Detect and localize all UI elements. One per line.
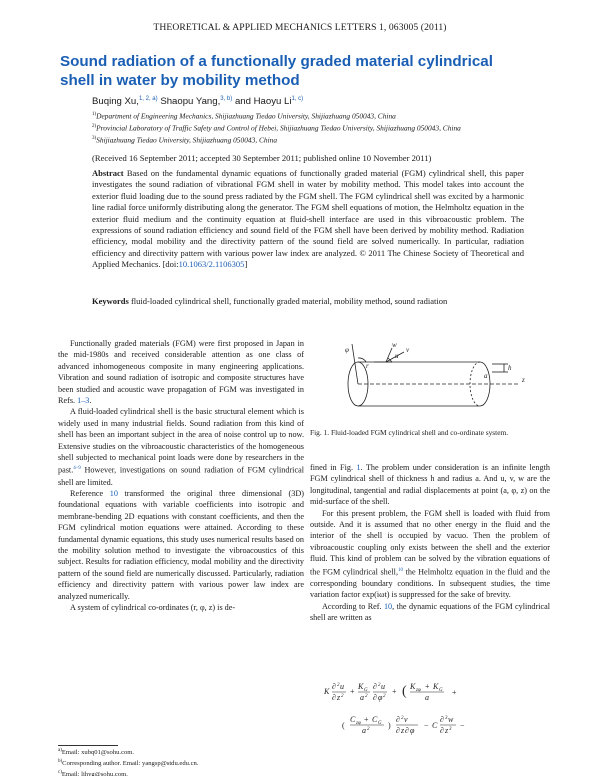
paragraph: According to Ref. 10, the dynamic equations of the FGM cylindrical shell are written as [310,601,551,623]
label-a: a [484,372,488,380]
label-u: u [395,352,399,360]
svg-text:a: a [425,693,429,702]
paragraph: For this present problem, the FGM shell is loaded with fluid from outside. And it is assumed that no other energy in the fluid and the interior of the shell is occupied by vacuo. Then the problem of vibroacoustic coupling only exists between the shell and the exterior fluid. This kind of problem can be solved by the vibration equations of the FGM cylindrical shell,$^{10}$ the Helmholtz equation in the fluid and the corresponding boundary conditions. In subsequent studies, the time variation factor exp(iωt) is suppressed for the sake of brevity. [310,508,550,600]
reference-link[interactable]: 1 [356,463,361,472]
footnotes [58,747,198,776]
body-left-column [58,338,304,613]
abstract: Abstract Based on the fundamental dynamic equations of functionally graded material (FGM) cylindrical shell, this paper investigates the sound radiation of vibrational FGM shell in water by mobility method. This model takes into account the exterior fluid loading due to the sound press radiated by the FGM shell. The FGM cylindrical shell was excited by a harmonic line radial force uniformly distributing along the generator. The FGM shell equations of motion, the Helmholtz equation in the exterior fluid medium and the continuity equation at fluid-shell interface are used in this vibroacoustic problem. The expressions of sound radiation efficiency and sound field of the FGM shell have been derived by mobility method. Radiation efficiency, modal mobility and the directivity pattern of the sound field are solved numerically. In particular, radiation efficiency and directivity pattern with various power law index are analyzed. © 2011 The Chinese Society of Theoretical and Applied Mechanics. [doi:10.1063/2.1106305] [92,168,525,270]
affiliation: $^{3)}$Shijiazhuang Tiedao University, Shijiazhuang 050043, China [92,135,278,144]
keywords-text: fluid-loaded cylindrical shell, functionally graded material, mobility method, sound radiation [130,296,448,306]
svg-text:−: − [460,721,465,730]
affiliation: $^{2)}$Provincial Laboratory of Traffic Safety and Control of Hebei, Shijiazhuang Tiedao University, Shijiazhuang 050043, China [92,123,461,133]
svg-text:K: K [410,682,416,691]
article-title: Sound radiation of a functionally graded material cylindrical shell in water by mobility method [60,53,493,89]
footnote: $^{b)}$Corresponding author. Email: yangsp@stdu.edu.cn. [58,758,199,767]
svg-text:2: 2 [337,683,340,688]
author-marks[interactable]: 1, 2, a) [138,96,158,102]
reference-link[interactable]: 1–3 [77,396,90,406]
author-marks[interactable]: 1, c) [291,96,304,102]
reference-link[interactable]: 10 [109,489,118,499]
cylinder-shape [348,344,520,406]
svg-text:+: + [392,687,397,696]
svg-text:∂: ∂ [405,726,409,735]
svg-text:K: K [433,682,439,691]
svg-text:∂: ∂ [373,682,377,691]
svg-text:): ) [388,721,391,730]
author-name: Buqing Xu, [92,96,139,108]
svg-text:3: 3 [445,716,448,721]
label-h: h [508,364,512,372]
paragraph: fined in Fig. 1. The problem under consideration is an infinite length FGM cylindrical shell of thickness h and radius a. And u, v, w are the longitudinal, tangential and radial displacements at point (a, φ, z) on the mid-surface of the shell. [310,463,550,507]
author-name: and Haoyu Li [234,96,292,108]
caption-label: Fig. 1. [310,428,330,437]
paragraph: A system of cylindrical co-ordinates (r, φ, z) is de- [70,603,236,613]
svg-text:∂: ∂ [440,726,444,735]
svg-text:G: G [378,721,382,726]
svg-text:zφ: zφ [356,721,361,726]
svg-text:∂: ∂ [396,715,400,724]
svg-text:K: K [324,687,330,696]
svg-text:v: v [404,715,408,724]
author-list [92,96,303,107]
footnote: $^{a)}$Email: xubq01@sohu.com. [58,748,135,757]
svg-text:z: z [401,726,405,735]
reference-link[interactable]: 10 [383,601,393,611]
svg-text:u: u [340,682,344,691]
svg-text:+: + [364,715,369,724]
svg-text:2: 2 [378,683,381,688]
svg-text:+: + [425,682,430,691]
svg-text:2: 2 [365,694,368,699]
journal-header: THEORETICAL & APPLIED MECHANICS LETTERS 1, 063005 (2011) [153,22,447,33]
svg-text:a: a [360,693,364,702]
svg-text:C: C [350,715,356,724]
svg-text:C: C [372,715,378,724]
doi-link[interactable]: 10.1063/2.1106305 [178,259,245,270]
svg-text:G: G [364,688,368,693]
svg-text:z: z [337,693,341,702]
label-z: z [522,376,525,384]
copyright: © 2011 The Chinese Society of Theoretical and Applied Mechanics. [92,247,525,270]
author-name: Shaopu Yang, [160,96,221,108]
svg-text:w: w [448,715,454,724]
label-r: r [366,362,369,370]
paragraph: Functionally graded materials (FGM) were first proposed in Japan in the mid-1980s and received considerable attention as one class of advanced inhomogeneous composite in many engineering applications. Vibration and sound radiation of isotropic and composite structures have been studied and acoustic wave propagation of FGM was investigated in Refs. 1–3. [58,339,304,406]
affiliations [92,110,522,145]
svg-text:z: z [445,726,449,735]
paragraph: A fluid-loaded cylindrical shell is the basic structural element which is widely used in many industrial fields. Sound radiation from this kind of shell has been an important subject in the area of noise control up to now. Extensive studies on the vibroacoustic characteristics of the homogeneous shell subjected to mechanical point loads were done by researchers in the past.$^{4-9}$ However, investigations on sound radiation of FGM cylindrical shell are limited. [58,407,304,487]
svg-text:2: 2 [367,727,370,732]
svg-text:∂: ∂ [373,693,377,702]
footnote-divider [58,745,118,746]
svg-text:(: ( [402,684,407,699]
cylinder-figure [330,338,530,420]
label-phi: φ [345,346,349,354]
svg-text:u: u [381,682,385,691]
figure-caption [310,428,540,438]
svg-text:K: K [358,682,364,691]
label-w: w [392,341,397,349]
received-dates: (Received 16 September 2011; accepted 30 September 2011; published online 10 November 2011) [92,153,432,163]
dynamic-equation [322,678,542,748]
svg-text:zφ: zφ [416,688,421,693]
svg-text:φ: φ [378,693,383,702]
abstract-label: Abstract [92,168,124,178]
svg-text:+: + [452,688,457,697]
reference-link[interactable]: 10 [398,567,403,573]
abstract-text: Based on the fundamental dynamic equations of functionally graded material (FGM) cylindrical shell, this paper investigates the sound radiation of vibrational FGM shell in water by mobility method. This model takes into account the exterior fluid loading due to the sound press radiated by the FGM shell. The FGM cylindrical shell was excited by a harmonic line radial force uniformly distributing along the generator. The FGM shell equations of motion, the Helmholtz equation in the exterior fluid medium and the continuity equation at fluid-shell interface are used in this vibroacoustic problem. The expressions of sound radiation efficiency and sound field of the FGM shell have been derived by mobility method. Radiation efficiency, modal mobility and the directivity pattern of the sound field are solved numerically. In particular, radiation efficiency and directivity pattern with various power law index are analyzed. [92,168,525,258]
author-marks[interactable]: 3, b) [220,96,233,102]
svg-text:−: − [424,721,429,730]
svg-text:2: 2 [341,694,344,699]
keywords [92,296,524,307]
svg-text:a: a [362,726,366,735]
affiliation: $^{1)}$Department of Engineering Mechanics, Shijiazhuang Tiedao University, Shijiazhuang 050043, China [92,111,396,121]
label-v: v [406,346,410,354]
footnote: $^{c)}$Email: lihyg@sohu.com. [58,769,128,776]
svg-text:φ: φ [410,726,415,735]
body-right-column [310,462,550,623]
keywords-label: Keywords [92,296,129,306]
svg-text:2: 2 [401,716,404,721]
reference-link[interactable]: 4–9 [73,466,81,472]
svg-text:∂: ∂ [440,715,444,724]
paragraph: Reference 10 transformed the original three dimensional (3D) foundational equations with variable coefficients into isotropic and membrane-bending 2D equations with constant coefficients, and then the FGM cylindrical motion equations were attained. According to these fundamental dynamic equations, this study uses numerical results based on the mobility solution method to investigate the vibroacoustics of this subject. Results for radiation efficiency, modal mobility and the directivity pattern of the sound field are numerically discussed. Particularly, radiation efficiency and directivity pattern with various power law index are analyzed numerically. [58,489,304,601]
caption-text: Fluid-loaded FGM cylindrical shell and co-ordinate system. [330,428,509,437]
svg-text:2: 2 [383,694,386,699]
svg-text:C: C [432,721,438,730]
svg-text:+: + [350,687,355,696]
svg-text:3: 3 [449,727,452,732]
svg-text:∂: ∂ [332,682,336,691]
svg-text:G: G [439,688,443,693]
svg-text:(: ( [342,721,345,730]
svg-text:∂: ∂ [396,726,400,735]
svg-text:∂: ∂ [332,693,336,702]
